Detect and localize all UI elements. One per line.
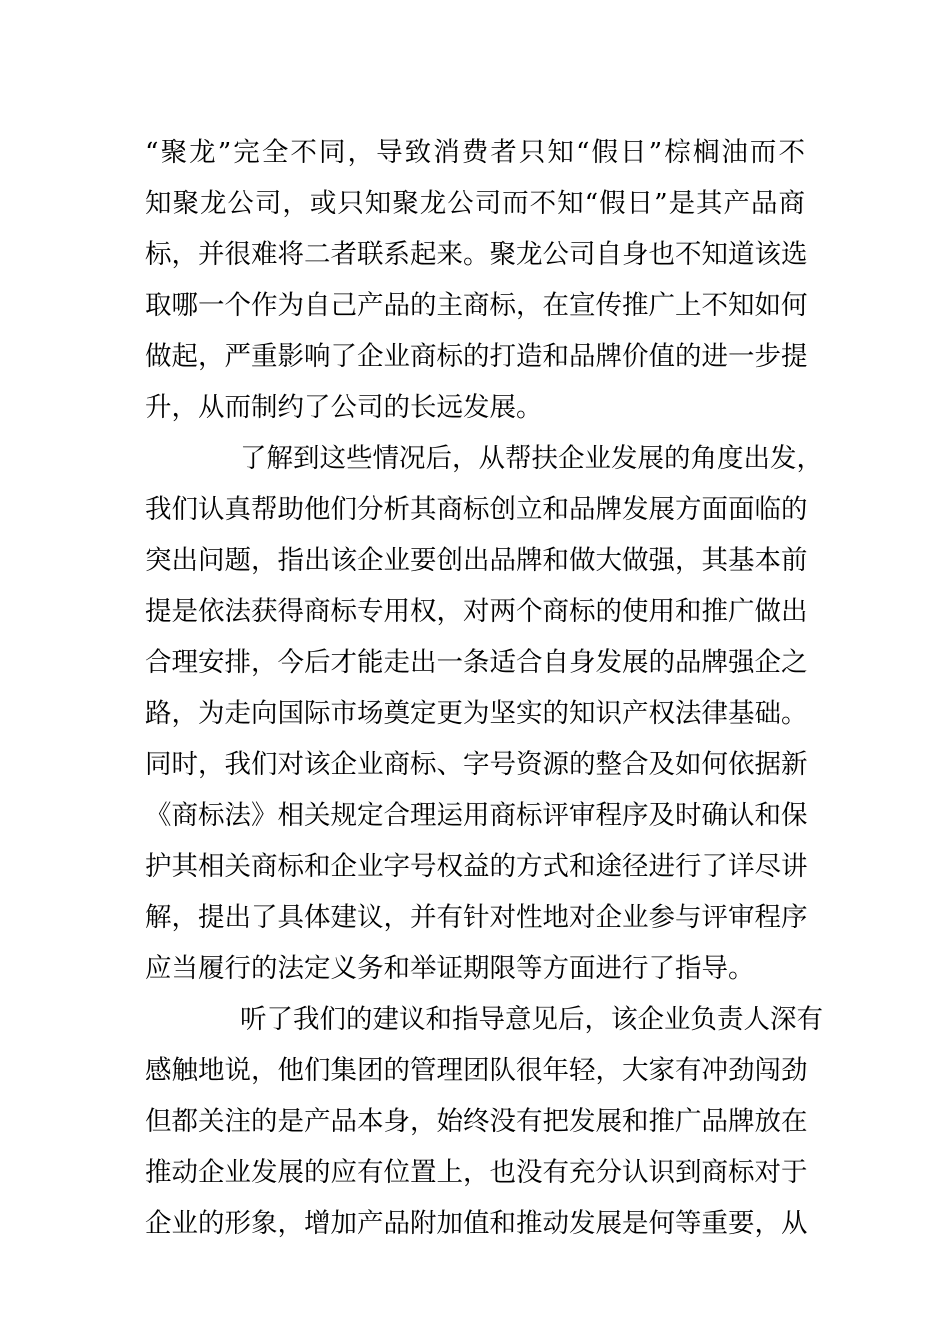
paragraph-line: 护其相关商标和企业字号权益的方式和途径进行了详尽讲 [145,851,808,882]
document-body [145,127,823,1249]
paragraph-line: 《商标法》相关规定合理运用商标评审程序及时确认和保 [145,800,808,831]
paragraph-line: 我们认真帮助他们分析其商标创立和品牌发展方面面临的 [145,494,808,525]
paragraph-line: “聚龙”完全不同，导致消费者只知“假日”棕榈油而不 [145,137,805,168]
paragraph-line: 但都关注的是产品本身，始终没有把发展和推广品牌放在 [145,1106,808,1137]
paragraph-line: 合理安排，今后才能走出一条适合自身发展的品牌强企之 [145,647,808,678]
paragraph-line: 听了我们的建议和指导意见后，该企业负责人深有 [240,1004,823,1035]
paragraph-line: 突出问题，指出该企业要创出品牌和做大做强，其基本前 [145,545,808,576]
paragraph-line: 应当履行的法定义务和举证期限等方面进行了指导。 [145,953,755,984]
paragraph-line: 升，从而制约了公司的长远发展。 [145,392,543,423]
paragraph-line: 标，并很难将二者联系起来。聚龙公司自身也不知道该选 [145,239,808,270]
paragraph-line: 解，提出了具体建议，并有针对性地对企业参与评审程序 [145,902,808,933]
paragraph-line: 了解到这些情况后，从帮扶企业发展的角度出发， [240,443,823,474]
paragraph-line: 知聚龙公司，或只知聚龙公司而不知“假日”是其产品商 [145,188,805,219]
paragraph-line: 感触地说，他们集团的管理团队很年轻，大家有冲劲闯劲 [145,1055,808,1086]
paragraph-line: 路，为走向国际市场奠定更为坚实的知识产权法律基础。 [145,698,808,729]
paragraph-line: 提是依法获得商标专用权，对两个商标的使用和推广做出 [145,596,808,627]
paragraph-line: 推动企业发展的应有位置上，也没有充分认识到商标对于 [145,1157,808,1188]
paragraph-line: 企业的形象，增加产品附加值和推动发展是何等重要，从 [145,1208,808,1239]
paragraph-line: 做起，严重影响了企业商标的打造和品牌价值的进一步提 [145,341,808,372]
paragraph-line: 取哪一个作为自己产品的主商标，在宣传推广上不知如何 [145,290,808,321]
paragraph-line: 同时，我们对该企业商标、字号资源的整合及如何依据新 [145,749,808,780]
